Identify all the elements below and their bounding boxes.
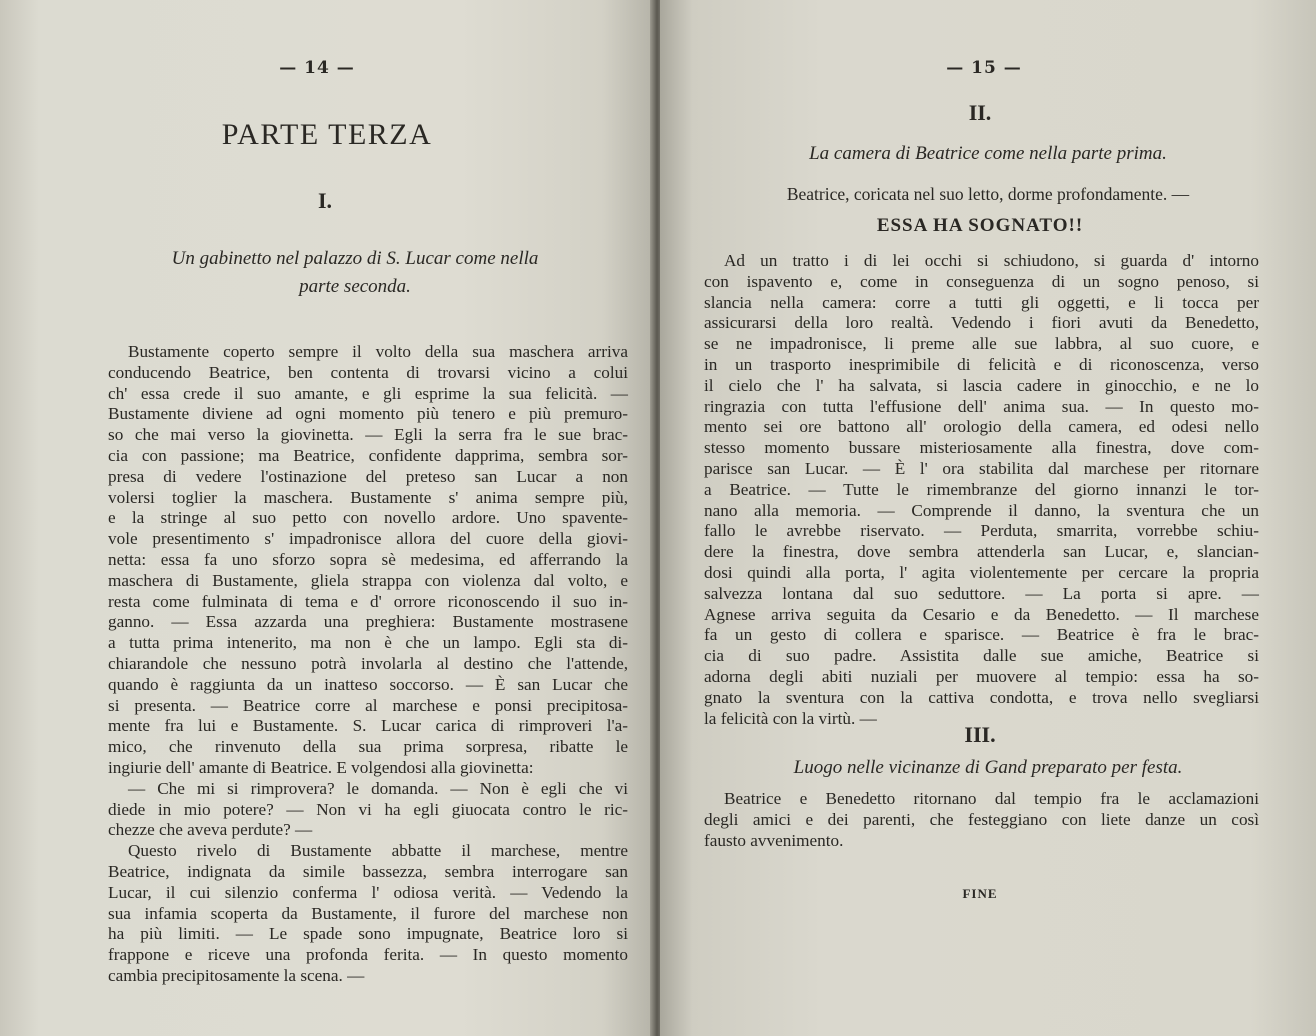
text-line: in un trasporto inesprimibile di felicità e di riconoscenza, verso <box>704 354 1259 374</box>
left-page <box>0 0 654 1036</box>
text-line: stesso momento bussare misteriosamente alla finestra, dove com- <box>704 438 1259 458</box>
text-line: Questo rivelo di Bustamente abbatte il marchese, mentre <box>128 841 628 861</box>
text-line: a Beatrice. — Tutte le rimembranze del giorno innanzi le tor- <box>704 479 1259 499</box>
text-line: presa di vedere l'ostinazione del preteso san Lucar a non <box>108 466 628 486</box>
text-line: Beatrice, indignata da simile bassezza, sembra interrogare san <box>108 861 628 881</box>
text-line: cia di suo padre. Assistita dalle sue amiche, Beatrice si <box>704 646 1259 666</box>
text-line: a tutta prima intenerito, ma non è che un lampo. Egli sta di- <box>108 633 628 653</box>
text-line: ingiurie dell' amante di Beatrice. E volgendosi alla giovinetta: <box>108 757 534 777</box>
text-line: diede in mio potere? — Non vi ha egli giuocata contro le ric- <box>108 799 628 819</box>
text-line: si presenta. — Beatrice corre al marchese e ponsi precipitosa- <box>108 695 628 715</box>
text-line: salvezza lontana dal suo seduttore. — La porta si apre. — <box>704 583 1259 603</box>
text-line: sua infamia scoperta da Bustamente, il furore del marchese non <box>108 903 628 923</box>
text-line: slancia nella camera: corre a tutti gli oggetti, e li tocca per <box>704 292 1259 312</box>
text-line: ganno. — Essa azzarda una preghiera: Bustamente mostrasene <box>108 612 628 632</box>
dream-heading: ESSA HA SOGNATO!! <box>876 215 1084 236</box>
text-line: — Che mi si rimprovera? le domanda. — Non è egli che vi <box>128 778 628 798</box>
text-line: adorna degli abiti nuziali per muovere al tempio: essa ha so- <box>704 666 1259 686</box>
text-line: frappone e riceve una profonda ferita. — In questo momento <box>108 945 628 965</box>
text-line: se ne impadronisce, li preme alle sue labbra, al suo cuore, e <box>704 334 1259 354</box>
text-line: parisce san Lucar. — È l' ora stabilita dal marchese per ritornare <box>704 458 1259 478</box>
text-line: dosi quindi alla porta, l' agita violentemente per cercare la propria <box>704 562 1259 582</box>
section-numeral: II. <box>968 100 992 125</box>
section-numeral: III. <box>964 722 996 747</box>
text-line: e la stringe al suo petto con novello ardore. Uno spavente- <box>108 508 628 528</box>
text-line: cambia precipitosamente la scena. — <box>108 965 365 985</box>
text-line: chezze che aveva perdute? — <box>108 820 313 840</box>
text-line: Ad un tratto i di lei occhi si schiudono, si guarda d' intorno <box>724 251 1259 270</box>
text-line: quando è raggiunta da un inatteso soccorso. — È san Lucar che <box>108 674 628 694</box>
scene-line: Un gabinetto nel palazzo di S. Lucar come nella <box>171 248 539 269</box>
text-line: mento sei ore battono all' orologio della camera, ed odesi nello <box>704 417 1259 437</box>
text-line: chiarandole che nessuno potrà involarla al destino che l'attende, <box>108 653 628 673</box>
text-line: fallo le avrebbe riservato. — Perduta, smarrita, vorrebbe schiu- <box>704 521 1259 541</box>
text-line: la felicità con la virtù. — <box>704 708 877 728</box>
page-number: — 14 — <box>279 58 355 78</box>
part-title: PARTE TERZA <box>221 118 433 151</box>
text-line: fausto avvenimento. <box>704 830 844 850</box>
right-page <box>660 0 1316 1036</box>
text-line: dere la finestra, dove sembra attenderla san Lucar, e, slancian- <box>704 542 1259 562</box>
text-line: vole presentimento s' impadronisce allora del cuore della giovi- <box>108 529 628 549</box>
text-line: resta come fulminata di tema e d' orrore riconoscendo il suo in- <box>108 591 628 611</box>
text-line: Bustamente diviene ad ogni momento più tenero e più premuro- <box>108 404 628 424</box>
text-line: Agnese arriva seguita da Cesario e da Benedetto. — Il marchese <box>704 604 1259 624</box>
scene-description: La camera di Beatrice come nella parte prima. <box>809 143 1167 164</box>
end-mark: FINE <box>962 886 998 901</box>
body-text <box>108 342 628 987</box>
text-line: volersi toglier la maschera. Bustamente s' anima sempre più, <box>108 487 628 507</box>
scene-description: Luogo nelle vicinanze di Gand preparato per festa. <box>793 757 1183 778</box>
text-line: netta: essa fa uno sforzo sopra sè medesima, ed afferrando la <box>108 549 628 569</box>
text-line: maschera di Bustamente, gliela strappa con violenza dal volto, e <box>108 570 628 590</box>
text-line: Lucar, il cui silenzio conferma l' odiosa verità. — Vedendo la <box>108 882 628 902</box>
text-line: cia con passione; ma Beatrice, confidente dapprima, sembra sor- <box>108 445 628 465</box>
text-line: nano alla memoria. — Comprende il danno, la sventura che un <box>704 500 1259 520</box>
text-line: assicurarsi della loro realtà. Vedendo i fiori avuti da Benedetto, <box>704 313 1259 333</box>
stage-statement: Beatrice, coricata nel suo letto, dorme profondamente. — <box>786 184 1190 204</box>
body-text <box>704 251 1259 729</box>
scene-description <box>120 245 590 301</box>
section-numeral: I. <box>317 188 333 213</box>
text-line: Bustamente coperto sempre il volto della sua maschera arriva <box>128 342 628 361</box>
text-line: mente fra lui e Bustamente. S. Lucar carica di rimproveri l'a- <box>108 716 628 736</box>
text-line: Beatrice e Benedetto ritornano dal tempio fra le acclamazioni <box>724 789 1259 808</box>
text-line: mico, che rinvenuto della sua prima sorpresa, ribatte le <box>108 737 628 757</box>
text-line: gnato la sventura con la cattiva condotta, e trova nello svegliarsi <box>704 687 1259 707</box>
body-text <box>704 789 1259 851</box>
text-line: fa un gesto di collera e sparisce. — Beatrice è fra le brac- <box>704 625 1259 645</box>
text-line: ha più limiti. — Le spade sono impugnate, Beatrice loro si <box>108 924 628 944</box>
text-line: ringrazia con tutta l'effusione dell' anima sua. — In questo mo- <box>704 396 1259 416</box>
text-line: degli amici e dei parenti, che festeggiano con liete danze un così <box>704 809 1259 829</box>
page-number: — 15 — <box>946 58 1022 78</box>
text-line: ch' essa crede il suo amante, e gli esprime la sua felicità. — <box>108 383 628 403</box>
scene-line: parte seconda. <box>299 276 411 297</box>
text-line: conducendo Beatrice, ben contenta di trovarsi vicino a colui <box>108 362 628 382</box>
text-line: so che mai verso la giovinetta. — Egli la serra fra le sue brac- <box>108 425 628 445</box>
text-line: il cielo che l' ha salvata, si lascia cadere in ginocchio, e ne lo <box>704 375 1259 395</box>
text-line: con ispavento e, come in conseguenza di un sogno penoso, si <box>704 271 1259 291</box>
